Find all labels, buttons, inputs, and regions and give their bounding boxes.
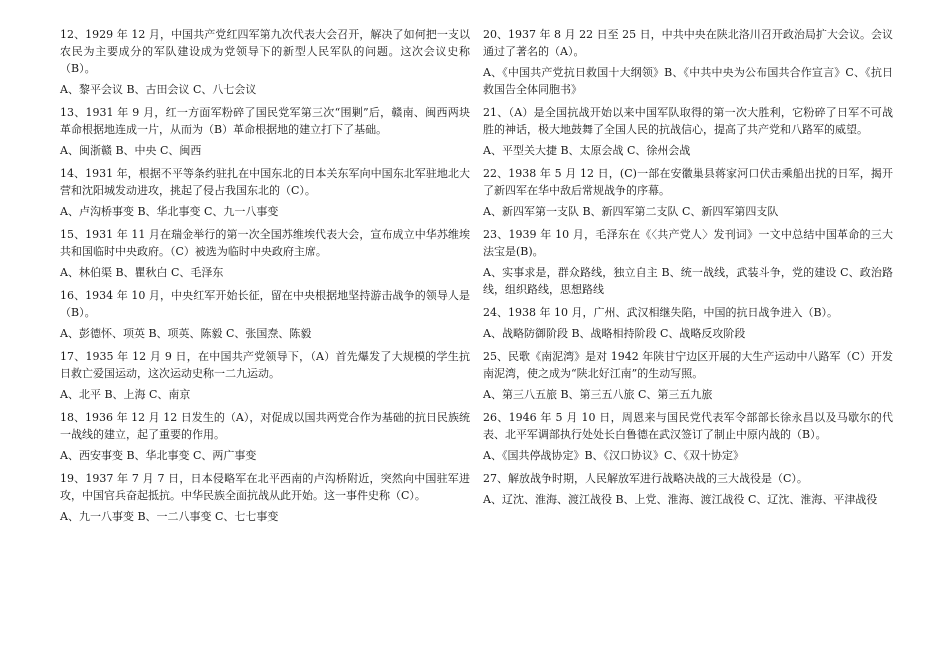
- options-22: A、新四军第一支队 B、新四军第二支队 C、新四军第四支队: [483, 205, 779, 218]
- question-24: 24、1938 年 10 月，广州、武汉相继失陷，中国的抗日战争进入（B）。: [483, 306, 839, 319]
- right-column: [483, 26, 893, 514]
- question-18: 18、1936 年 12 月 12 日发生的（A），对促成以国共两党合作为基础的抗日民族统一战线的建立，起了重要的作用。: [60, 411, 470, 441]
- question-27: 27、解放战争时期，人民解放军进行战略决战的三大战役是（C）。: [483, 472, 808, 485]
- options-27: A、辽沈、淮海、渡江战役 B、上党、淮海、渡江战役 C、辽沈、淮海、平津战役: [483, 493, 878, 506]
- question-14: 14、1931 年，根据不平等条约驻扎在中国东北的日本关东军向中国东北军驻地北大营和沈阳城发动进攻，挑起了侵占我国东北的（C）。: [60, 167, 470, 197]
- options-18: A、西安事变 B、华北事变 C、两广事变: [60, 449, 257, 462]
- options-24: A、战略防御阶段 B、战略相持阶段 C、战略反攻阶段: [483, 327, 746, 340]
- question-26: 26、1946 年 5 月 10 日，周恩来与国民党代表军令部部长徐永昌以及马歇尔的代表、北平军调部执行处处长白鲁德在武汉签订了制止中原内战的（B）。: [483, 411, 893, 441]
- question-21: 21、（A）是全国抗战开始以来中国军队取得的第一次大胜利，它粉碎了日军不可战胜的神话，极大地鼓舞了全国人民的抗战信心，提高了共产党和八路军的威望。: [483, 106, 893, 136]
- options-12: A、黎平会议 B、古田会议 C、八七会议: [60, 83, 257, 96]
- question-23: 23、1939 年 10 月，毛泽东在《〈共产党人〉发刊词》一文中总结中国革命的三大法宝是(B)。: [483, 228, 893, 258]
- options-15: A、林伯渠 B、瞿秋白 C、毛泽东: [60, 266, 224, 279]
- options-14: A、卢沟桥事变 B、华北事变 C、九一八事变: [60, 205, 279, 218]
- options-26: A、《国共停战协定》B、《汉口协议》C、《双十协定》: [483, 449, 744, 462]
- options-17: A、北平 B、上海 C、南京: [60, 388, 191, 401]
- options-19: A、九一八事变 B、一二八事变 C、七七事变: [60, 510, 279, 523]
- options-21: A、平型关大捷 B、太原会战 C、徐州会战: [483, 144, 691, 157]
- question-12: 12、1929 年 12 月，中国共产党红四军第九次代表大会召开，解决了如何把一支以农民为主要成分的军队建设成为党领导下的新型人民军队的问题。这次会议史称（B）。: [60, 28, 470, 75]
- question-15: 15、1931 年 11 月在瑞金举行的第一次全国苏维埃代表大会，宣布成立中华苏维埃共和国临时中央政府。（C）被选为临时中央政府主席。: [60, 228, 470, 258]
- options-23: A、实事求是，群众路线，独立自主 B、统一战线，武装斗争，党的建设 C、政治路线，组织路线，思想路线: [483, 266, 893, 296]
- question-25: 25、民歌《南泥湾》是对 1942 年陕甘宁边区开展的大生产运动中八路军（C）开发南泥湾，使之成为“陕北好江南”的生动写照。: [483, 350, 893, 380]
- options-13: A、闽浙赣 B、中央 C、闽西: [60, 144, 202, 157]
- question-20: 20、1937 年 8 月 22 日至 25 日，中共中央在陕北洛川召开政治局扩大会议。会议通过了著名的（A）。: [483, 28, 893, 58]
- question-22: 22、1938 年 5 月 12 日，(C)一部在安徽巢县蒋家河口伏击乘船出扰的日军，揭开了新四军在华中敌后常规战争的序幕。: [483, 167, 893, 197]
- options-16: A、彭德怀、项英 B、项英、陈毅 C、张国焘、陈毅: [60, 327, 312, 340]
- options-25: A、第三八五旅 B、第三五八旅 C、第三五九旅: [483, 388, 713, 401]
- left-column: [60, 26, 470, 531]
- question-16: 16、1934 年 10 月，中央红军开始长征，留在中央根据地坚持游击战争的领导人是（B）。: [60, 289, 470, 319]
- options-20: A、《中国共产党抗日救国十大纲领》B、《中共中央为公布国共合作宣言》C、《抗日救国告全体同胞书》: [483, 66, 893, 96]
- question-13: 13、1931 年 9 月，红一方面军粉碎了国民党军第三次“围剿”后，赣南、闽西两块革命根据地连成一片，从而为（B）革命根据地的建立打下了基础。: [60, 106, 470, 136]
- question-19: 19、1937 年 7 月 7 日，日本侵略军在北平西南的卢沟桥附近，突然向中国驻军进攻，中国官兵奋起抵抗。中华民族全面抗战从此开始。这一事件史称（C）。: [60, 472, 470, 502]
- question-17: 17、1935 年 12 月 9 日，在中国共产党领导下，（A）首先爆发了大规模的学生抗日救亡爱国运动，这次运动史称一二九运动。: [60, 350, 470, 380]
